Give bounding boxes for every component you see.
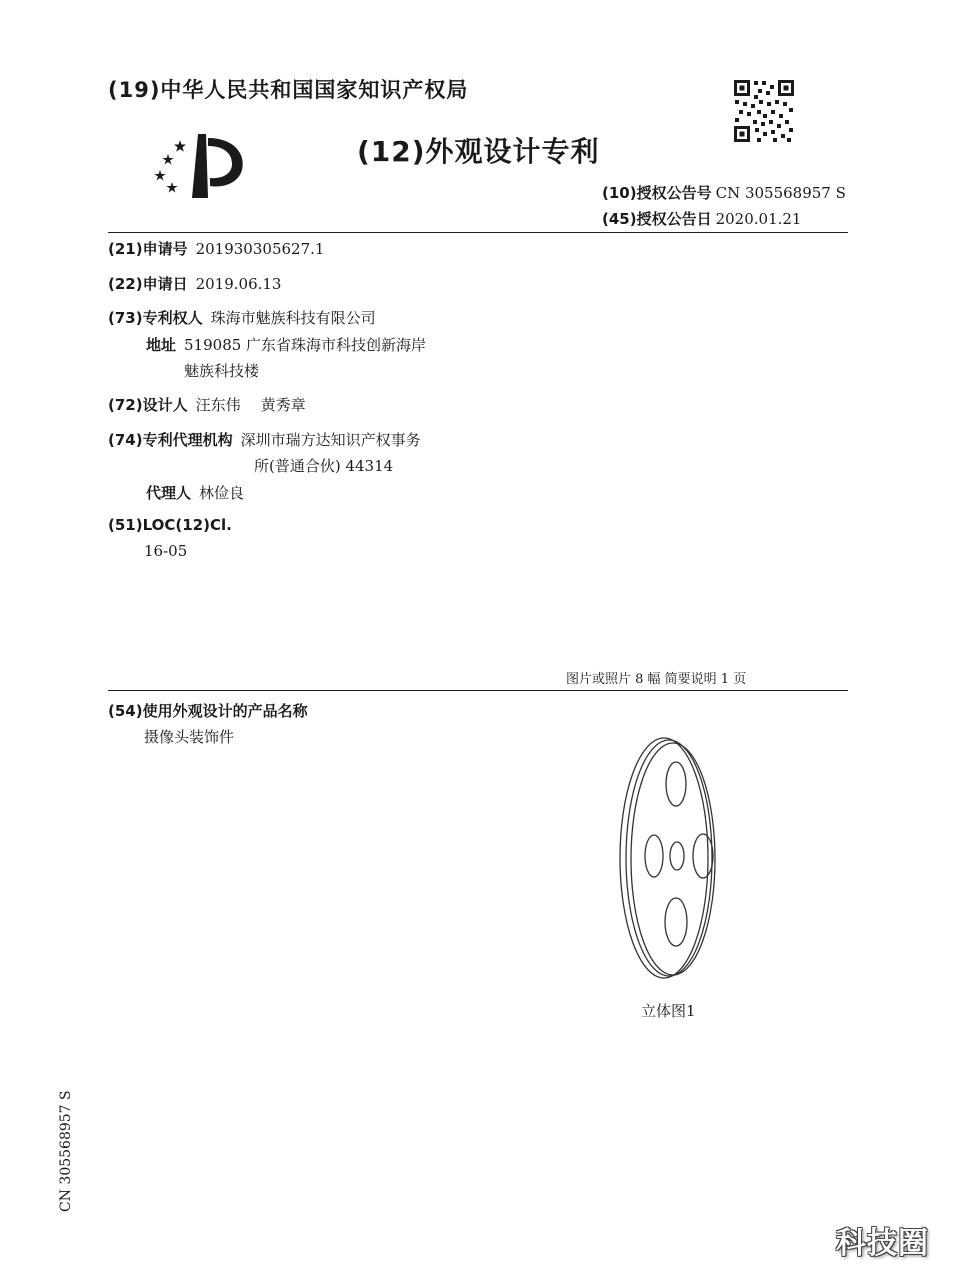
patentee-label: (73)专利权人 (108, 309, 203, 327)
publication-date-label: (45)授权公告日 (602, 210, 712, 228)
designers-label: (72)设计人 (108, 396, 188, 414)
publication-number-row (602, 182, 846, 203)
loc-classification-row (108, 516, 232, 534)
patentee-row (108, 307, 376, 328)
figure-caption: 立体图1 (641, 1002, 696, 1020)
loc-classification-label: (51)LOC(12)Cl. (108, 516, 232, 534)
product-name-label: (54)使用外观设计的产品名称 (108, 702, 308, 720)
address-row (146, 334, 426, 355)
publication-number-label: (10)授权公告号 (602, 184, 712, 202)
section-divider (108, 690, 848, 691)
loc-classification-value: 16-05 (144, 542, 188, 560)
publication-number: CN 305568957 S (715, 184, 846, 202)
watermark: 科技圈 (836, 1226, 929, 1261)
application-number-row (108, 238, 324, 259)
publication-date-row (602, 208, 801, 229)
designers-row (108, 394, 306, 415)
publication-date: 2020.01.21 (715, 210, 802, 228)
agent: 林俭良 (199, 484, 245, 502)
filing-date: 2019.06.13 (195, 275, 282, 293)
qr-code-icon (732, 78, 796, 144)
agency-row (108, 429, 421, 450)
agency-line-1: 深圳市瑞方达知识产权事务 (240, 431, 421, 449)
product-name: 摄像头装饰件 (144, 728, 235, 746)
designer-2: 黄秀章 (260, 396, 306, 414)
application-number: 201930305627.1 (195, 240, 325, 258)
document-type-title: (12)外观设计专利 (357, 135, 600, 168)
designer-1: 汪东伟 (195, 396, 241, 414)
patentee: 珠海市魅族科技有限公司 (210, 309, 376, 327)
header-divider (108, 232, 848, 233)
patent-office-title: (19)中华人民共和国国家知识产权局 (108, 78, 469, 102)
application-number-label: (21)申请号 (108, 240, 188, 258)
agency-label: (74)专利代理机构 (108, 431, 233, 449)
figure-count-note: 图片或照片 8 幅 简要说明 1 页 (566, 672, 747, 687)
camera-trim-perspective-drawing (612, 730, 722, 990)
side-patent-number: CN 305568957 S (58, 1090, 74, 1212)
cnipa-logo-icon (150, 132, 250, 202)
agent-label: 代理人 (146, 484, 192, 502)
filing-date-row (108, 273, 281, 294)
agency-line-2: 所(普通合伙) 44314 (254, 457, 394, 475)
address-label: 地址 (146, 336, 177, 354)
address-line-1: 519085 广东省珠海市科技创新海岸 (184, 336, 427, 354)
agent-row (146, 482, 244, 503)
address-line-2: 魅族科技楼 (184, 362, 260, 380)
filing-date-label: (22)申请日 (108, 275, 188, 293)
